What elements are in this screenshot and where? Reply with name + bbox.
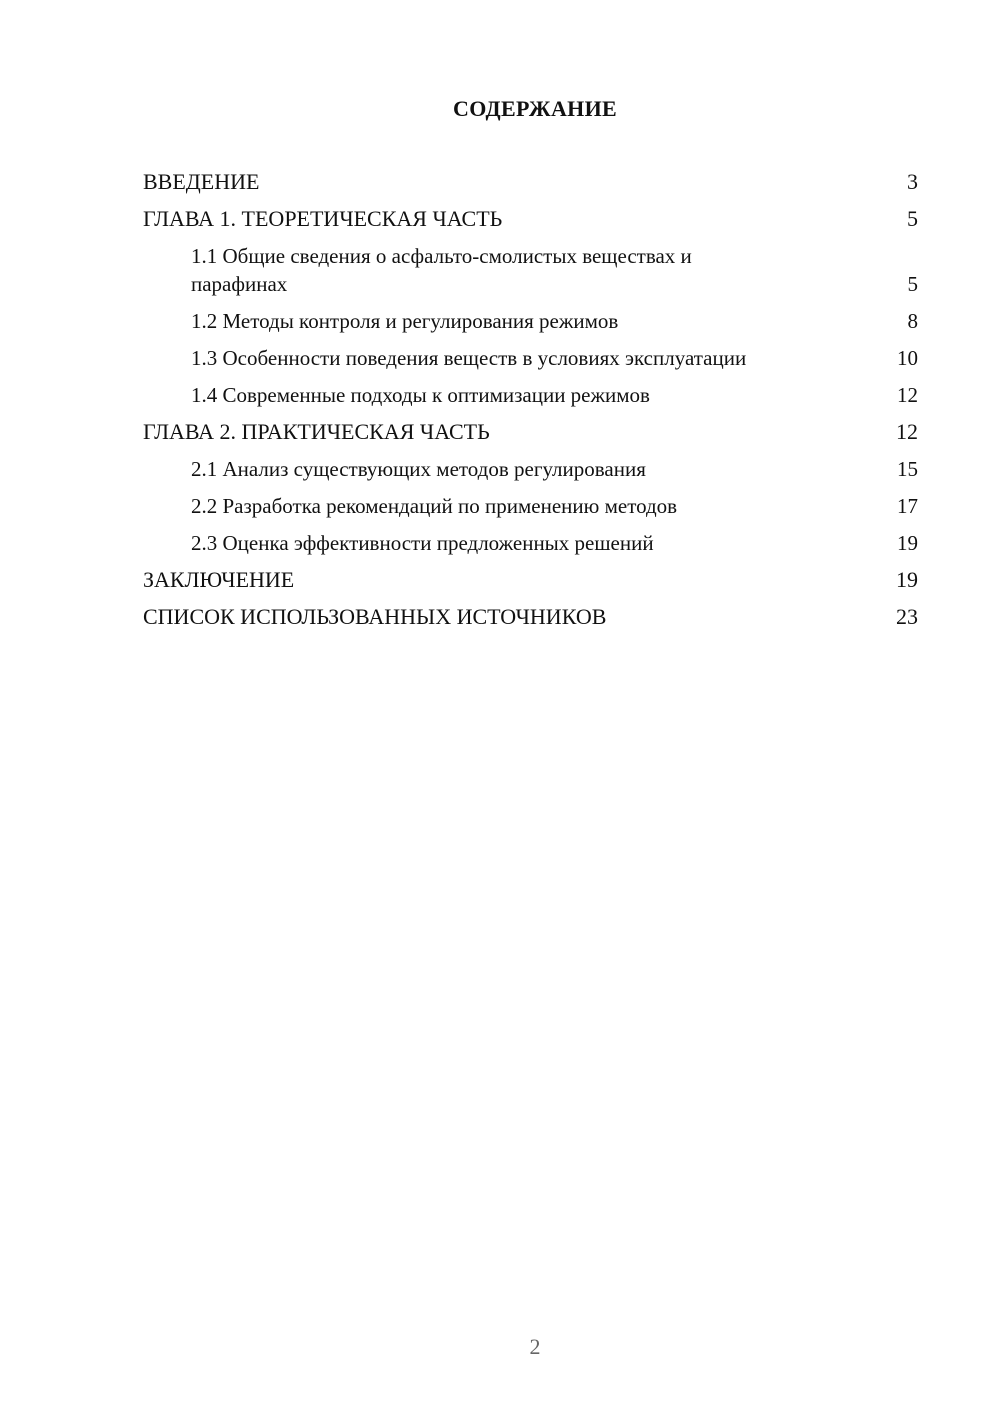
toc-entry-section-1-3 [143, 344, 918, 372]
toc-entry-section-1-4 [143, 381, 918, 409]
toc-entry-page: 10 [897, 346, 918, 370]
toc-entry-page: 12 [896, 419, 918, 444]
toc-entry-text: 2.1 Анализ существующих методов регулирования [191, 457, 646, 481]
toc-entry-page: 19 [897, 531, 918, 555]
toc-entry-section-1-1 [143, 242, 918, 298]
toc-entry-conclusion [143, 566, 918, 594]
toc-entry-text: ГЛАВА 1. ТЕОРЕТИЧЕСКАЯ ЧАСТЬ [143, 206, 503, 231]
toc-entry-section-2-2 [143, 492, 918, 520]
toc-entry-text: 2.3 Оценка эффективности предложенных решений [191, 531, 654, 555]
toc-entry-text: СПИСОК ИСПОЛЬЗОВАННЫХ ИСТОЧНИКОВ [143, 604, 607, 629]
toc-entry-references [143, 603, 918, 631]
toc-entry-page: 8 [907, 309, 918, 333]
toc-entry-chapter-1 [143, 205, 918, 233]
toc-entry-text: ГЛАВА 2. ПРАКТИЧЕСКАЯ ЧАСТЬ [143, 419, 490, 444]
toc-entry-page: 23 [896, 604, 918, 629]
toc-entry-page: 12 [897, 383, 918, 407]
toc-title: СОДЕРЖАНИЕ [453, 96, 617, 121]
toc-entry-page: 15 [897, 457, 918, 481]
toc-entry-section-1-2 [143, 307, 918, 335]
toc-entry-text: 1.1 Общие сведения о асфальто-смолистых веществах и парафинах [191, 244, 692, 296]
toc-entry-text: 1.2 Методы контроля и регулирования режимов [191, 309, 619, 333]
toc-entry-page: 3 [907, 169, 918, 194]
toc-entry-page: 5 [907, 272, 918, 296]
page-number: 2 [529, 1334, 541, 1359]
toc-entry-text: ЗАКЛЮЧЕНИЕ [143, 567, 295, 592]
toc-entry-text: ВВЕДЕНИЕ [143, 169, 260, 194]
toc-entry-section-2-1 [143, 455, 918, 483]
toc-entry-section-2-3 [143, 529, 918, 557]
table-of-contents [143, 168, 918, 640]
toc-entry-page: 17 [897, 494, 918, 518]
toc-entry-text: 2.2 Разработка рекомендаций по применению методов [191, 494, 678, 518]
toc-entry-page: 5 [907, 206, 918, 231]
toc-entry-page: 19 [896, 567, 918, 592]
toc-entry-chapter-2 [143, 418, 918, 446]
toc-entry-text: 1.4 Современные подходы к оптимизации режимов [191, 383, 650, 407]
toc-entry-text: 1.3 Особенности поведения веществ в условиях эксплуатации [191, 346, 747, 370]
toc-entry-introduction [143, 168, 918, 196]
